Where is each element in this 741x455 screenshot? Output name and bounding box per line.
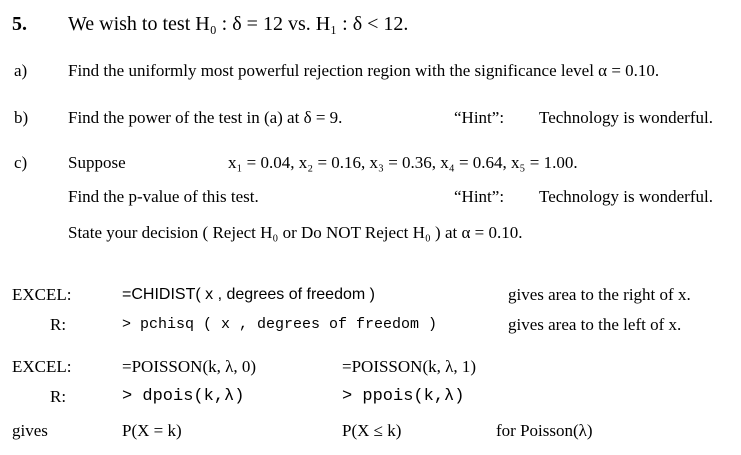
chi-r-desc: gives area to the left of x. bbox=[508, 315, 682, 334]
poisson-gives-note: for Poisson(λ) bbox=[496, 421, 593, 440]
problem-number: 5. bbox=[12, 13, 27, 35]
poisson-r-label: R: bbox=[50, 387, 67, 406]
chi-excel-label: EXCEL: bbox=[12, 285, 72, 304]
part-a-text: Find the uniformly most powerful rejection region with the significance level α = 0.10. bbox=[68, 61, 660, 80]
part-b-hint-text: Technology is wonderful. bbox=[539, 108, 713, 127]
part-b-hint-label: “Hint”: bbox=[454, 108, 505, 127]
part-b-text: Find the power of the test in (a) at δ = 9. bbox=[68, 108, 343, 127]
part-c-line3: State your decision ( Reject H₀ or Do NOT Reject H₀ ) at α = 0.10. bbox=[68, 223, 523, 242]
poisson-excel-label: EXCEL: bbox=[12, 357, 72, 376]
poisson-gives-cdf: P(X ≤ k) bbox=[342, 421, 402, 440]
part-b-label: b) bbox=[14, 108, 29, 127]
part-c-data: x₁ = 0.04, x₂ = 0.16, x₃ = 0.36, x₄ = 0.64, x₅ = 1.00. bbox=[228, 153, 578, 172]
part-c-hint-text: Technology is wonderful. bbox=[539, 187, 713, 206]
part-a-label: a) bbox=[14, 61, 28, 80]
part-c-hint-label: “Hint”: bbox=[454, 187, 505, 206]
chi-excel-desc: gives area to the right of x. bbox=[508, 285, 691, 304]
part-c-label: c) bbox=[14, 153, 28, 172]
poisson-gives-label: gives bbox=[12, 421, 48, 440]
poisson-excel-formula-2: =POISSON(k, λ, 1) bbox=[342, 357, 477, 376]
poisson-excel-formula-1: =POISSON(k, λ, 0) bbox=[122, 357, 257, 376]
poisson-gives-pmf: P(X = k) bbox=[122, 421, 182, 440]
chi-excel-formula: =CHIDIST( x , degrees of freedom ) bbox=[122, 286, 375, 303]
chi-r-formula: > pchisq ( x , degrees of freedom ) bbox=[122, 316, 438, 333]
poisson-r-formula-1: > dpois(k,λ) bbox=[122, 387, 245, 406]
part-c-line2: Find the p-value of this test. bbox=[68, 187, 259, 206]
poisson-r-formula-2: > ppois(k,λ) bbox=[342, 387, 465, 406]
part-c-suppose: Suppose bbox=[68, 153, 126, 172]
problem-statement: We wish to test H₀ : δ = 12 vs. H₁ : δ < 12. bbox=[68, 13, 409, 35]
chi-r-label: R: bbox=[50, 315, 67, 334]
